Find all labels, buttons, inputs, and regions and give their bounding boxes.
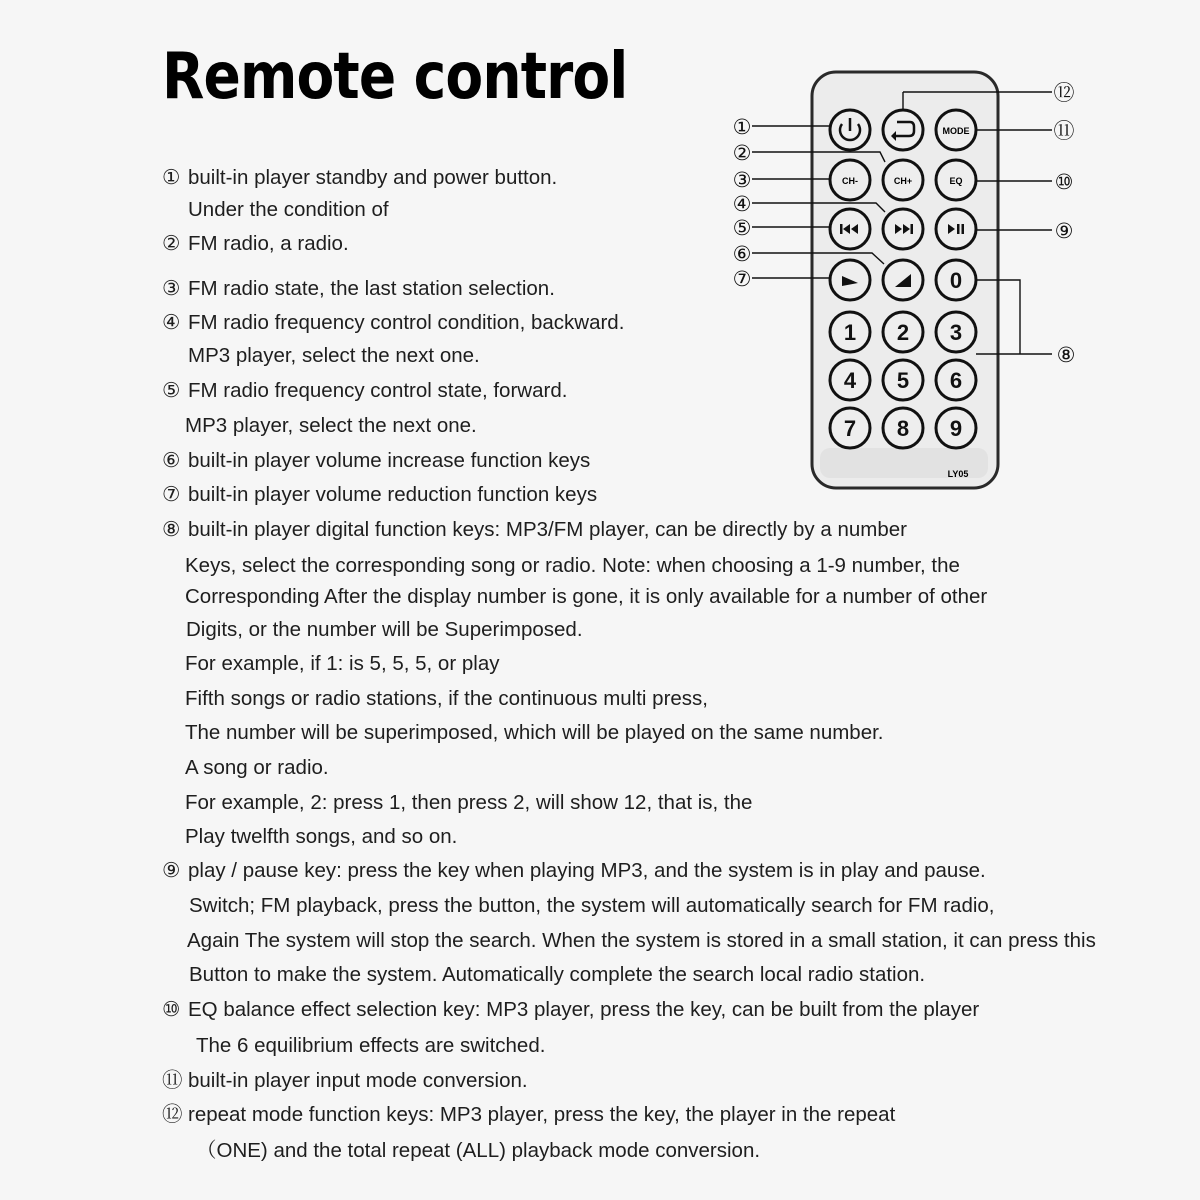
description-line [188, 200, 389, 221]
eq-key-label: EQ [949, 176, 963, 186]
vol-down-button [830, 260, 870, 300]
description-line [189, 896, 995, 917]
description-line [162, 1105, 895, 1126]
description-line [162, 520, 907, 541]
remote-model-label: LY05 [947, 469, 969, 479]
digit-1-button [830, 312, 870, 352]
callout-5: ⑤ [732, 216, 752, 240]
description-line [162, 279, 555, 300]
description-line [185, 556, 960, 577]
digit-3-label: 3 [949, 320, 963, 345]
description-line [186, 620, 583, 641]
item-text: FM radio state, the last station selection. [188, 277, 555, 300]
digit-6-button [936, 360, 976, 400]
item-number: ⑪ [162, 1069, 183, 1092]
item-number: ① [162, 166, 181, 189]
digit-6-label: 6 [949, 368, 963, 393]
item-number: ⑤ [162, 379, 181, 402]
item-text: EQ balance effect selection key: MP3 player, press the key, can be built from the player [188, 998, 980, 1021]
callout-2: ② [732, 141, 752, 165]
description-line [162, 861, 986, 882]
item-text: Under the condition of [188, 198, 389, 221]
description-line [162, 381, 567, 402]
digit-5-label: 5 [896, 368, 910, 393]
description-line [162, 451, 590, 472]
item-text: Switch; FM playback, press the button, the system will automatically search for FM radio, [189, 894, 995, 917]
item-number: ③ [162, 277, 181, 300]
digit-2-button [883, 312, 923, 352]
item-text: FM radio, a radio. [188, 232, 349, 255]
callout-9: ⑨ [1054, 219, 1074, 243]
item-text: The 6 equilibrium effects are switched. [196, 1034, 546, 1057]
mode-button [936, 110, 976, 150]
next-button [883, 209, 923, 249]
ch-minus-button [830, 160, 870, 200]
callout-8: ⑧ [1056, 343, 1076, 367]
description-line [162, 1071, 528, 1092]
item-text: Corresponding After the display number is gone, it is only available for a number of other [185, 585, 988, 608]
callout-12: ⑫ [1053, 81, 1075, 105]
description-line [185, 758, 329, 779]
power-button [830, 110, 870, 150]
item-text: built-in player digital function keys: MP3/FM player, can be directly by a number [188, 518, 907, 541]
description-line [185, 689, 708, 710]
digit-0-button [936, 260, 976, 300]
description-line [162, 485, 597, 506]
item-text: play / pause key: press the key when playing MP3, and the system is in play and pause. [188, 859, 986, 882]
item-text: Fifth songs or radio stations, if the continuous multi press, [185, 687, 709, 710]
callout-3: ③ [732, 168, 752, 192]
callout-6: ⑥ [732, 242, 752, 266]
item-number: ⑥ [162, 449, 181, 472]
callout-1: ① [732, 115, 752, 139]
digit-4-label: 4 [843, 368, 857, 393]
digit-0-label: 0 [949, 268, 963, 293]
item-number: ④ [162, 311, 181, 334]
item-text: Button to make the system. Automatically complete the search local radio station. [189, 963, 926, 986]
description-line [185, 723, 884, 744]
digit-8-button [883, 408, 923, 448]
item-text: built-in player input mode conversion. [188, 1069, 528, 1092]
callout-4: ④ [732, 192, 752, 216]
item-number: ⑨ [162, 859, 181, 882]
item-text: Play twelfth songs, and so on. [185, 825, 458, 848]
description-line [162, 234, 349, 255]
digit-2-label: 2 [896, 320, 910, 345]
item-text: The number will be superimposed, which will be played on the same number. [185, 721, 884, 744]
digit-8-label: 8 [896, 416, 910, 441]
item-text: Keys, select the corresponding song or radio. Note: when choosing a 1-9 number, the [185, 554, 960, 577]
description-line [196, 1141, 760, 1162]
description-line [162, 1000, 979, 1021]
description-line [196, 1036, 545, 1057]
digit-7-button [830, 408, 870, 448]
item-number: ⑩ [162, 998, 181, 1021]
prev-button [830, 209, 870, 249]
item-text: built-in player volume reduction function keys [188, 483, 598, 506]
description-line [185, 587, 987, 608]
description-line [188, 346, 480, 367]
page-title: Remote control [162, 40, 628, 114]
item-text: For example, 2: press 1, then press 2, will show 12, that is, the [185, 791, 753, 814]
callout-10: ⑩ [1054, 170, 1074, 194]
item-number: ⑧ [162, 518, 181, 541]
description-line [162, 168, 557, 189]
digit-9-button [936, 408, 976, 448]
item-number: ② [162, 232, 181, 255]
digit-7-label: 7 [843, 416, 857, 441]
item-text: built-in player volume increase function keys [188, 449, 591, 472]
mode-key-label: MODE [942, 126, 970, 136]
repeat-button [883, 110, 923, 150]
description-line [162, 313, 624, 334]
description-line [189, 965, 925, 986]
item-text: FM radio frequency control condition, backward. [188, 311, 625, 334]
digit-5-button [883, 360, 923, 400]
eq-button [936, 160, 976, 200]
vol-up-button [883, 260, 923, 300]
item-text: built-in player standby and power button. [188, 166, 558, 189]
callout-11: ⑪ [1053, 119, 1075, 143]
item-text: MP3 player, select the next one. [188, 344, 480, 367]
description-line [185, 793, 752, 814]
item-text: For example, if 1: is 5, 5, 5, or play [185, 652, 500, 675]
item-number: ⑫ [162, 1103, 183, 1126]
ch-plus-key-label: CH+ [893, 176, 913, 186]
play-pause-button [936, 209, 976, 249]
description-line [185, 654, 499, 675]
item-number: ⑦ [162, 483, 181, 506]
ch-minus-key-label: CH- [842, 176, 858, 186]
description-line [185, 827, 457, 848]
digit-4-button [830, 360, 870, 400]
callout-7: ⑦ [732, 267, 752, 291]
item-text: repeat mode function keys: MP3 player, press the key, the player in the repeat [188, 1103, 896, 1126]
item-text: （ONE) and the total repeat (ALL) playback mode conversion. [196, 1139, 761, 1162]
item-text: Again The system will stop the search. When the system is stored in a small station, it can press this [187, 929, 1096, 952]
ch-plus-button [883, 160, 923, 200]
item-text: MP3 player, select the next one. [185, 414, 477, 437]
item-text: FM radio frequency control state, forward. [188, 379, 568, 402]
digit-1-label: 1 [843, 320, 857, 345]
item-text: Digits, or the number will be Superimposed. [186, 618, 583, 641]
description-line [185, 416, 477, 437]
digit-3-button [936, 312, 976, 352]
item-text: A song or radio. [185, 756, 329, 779]
digit-9-label: 9 [949, 416, 963, 441]
description-line [187, 931, 1096, 952]
